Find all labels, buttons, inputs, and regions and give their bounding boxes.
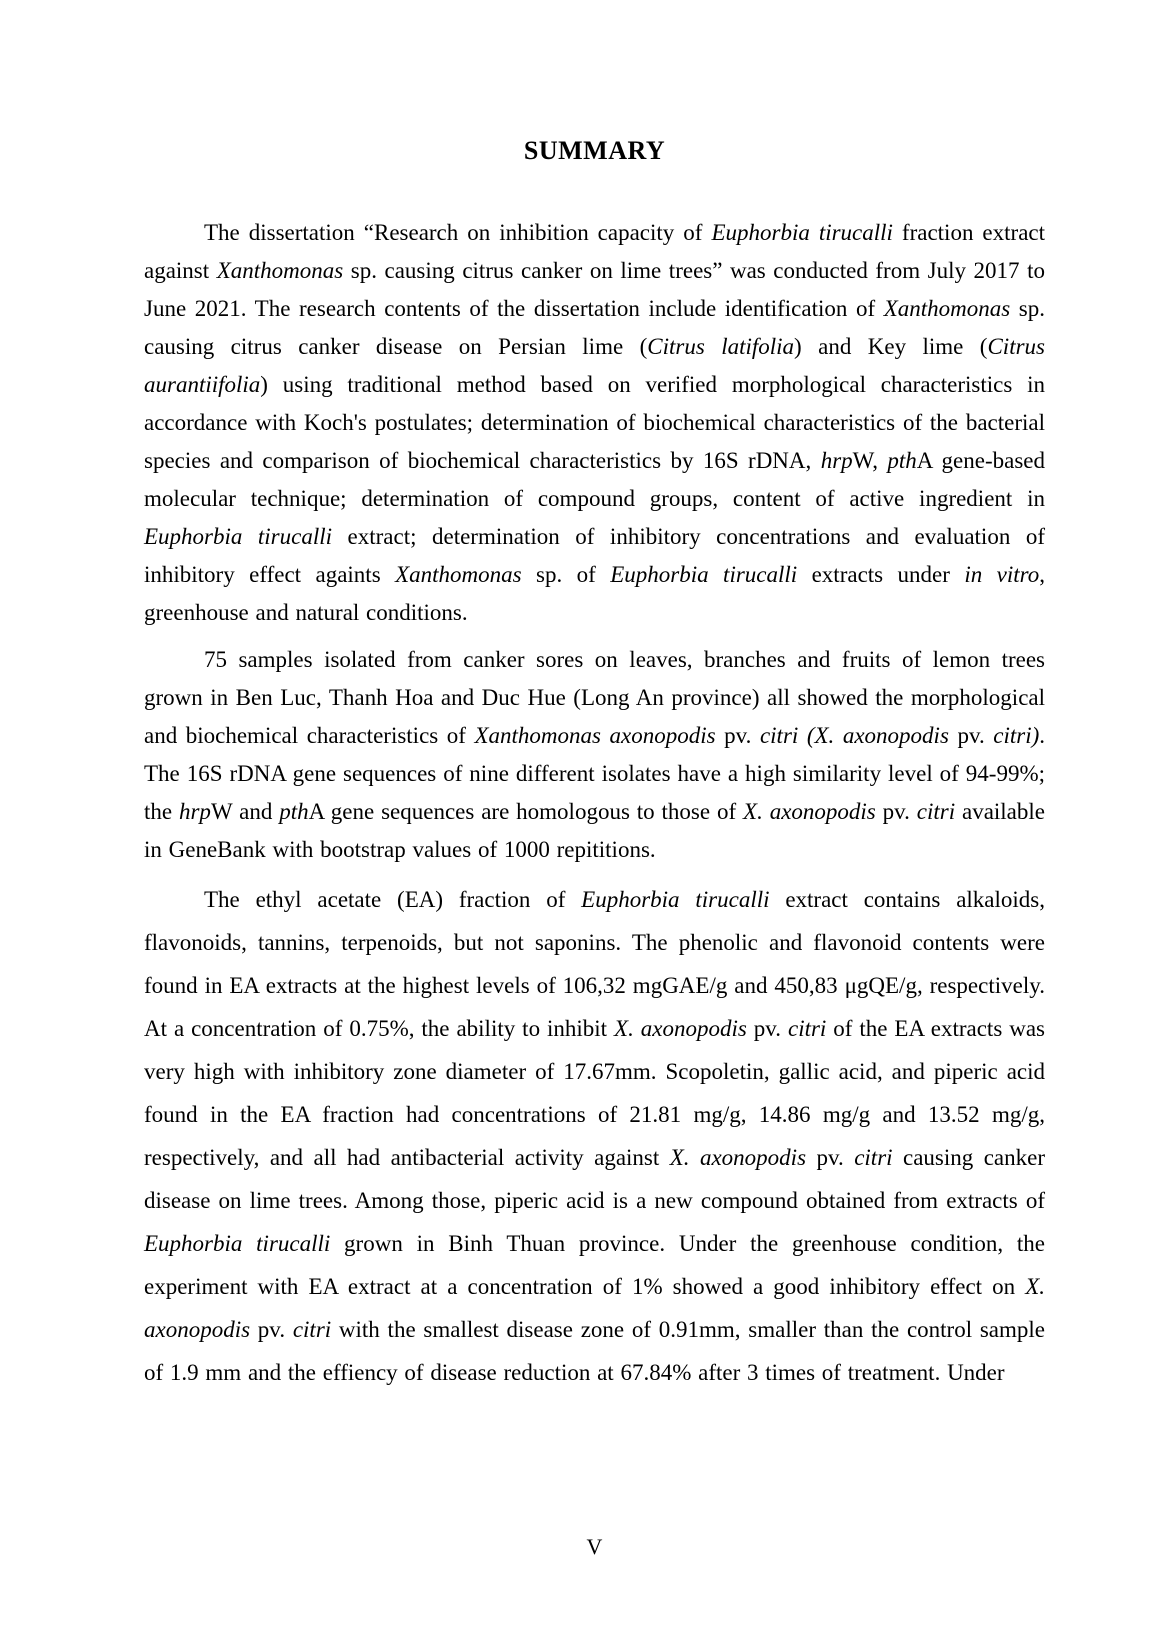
text-run: ) using traditional method based on verified morphological characteristics in accordance with Koch's postulates; determination of biochemical characteristics of the bacterial species and comparison of biochemical characteristics by 16S rDNA,: [144, 372, 1045, 473]
text-run: sp. causing citrus canker disease on Persian lime (: [144, 296, 1046, 359]
text-run: pv.: [806, 1145, 855, 1170]
paragraph: [144, 641, 1045, 869]
text-run: W and: [210, 799, 280, 824]
text-run: causing canker disease on lime trees. Among those, piperic acid is a new compound obtained from extracts of: [144, 1145, 1045, 1213]
italic-text-run: citri): [993, 723, 1040, 748]
text-run: sp. of: [521, 562, 611, 587]
text-run: A gene sequences are homologous to those of: [308, 799, 744, 824]
document-body: [144, 214, 1045, 1394]
italic-text-run: citri: [854, 1145, 893, 1170]
italic-text-run: Euphorbia tirucalli: [581, 887, 770, 912]
text-run: The ethyl acetate (EA) fraction of: [204, 887, 582, 912]
italic-text-run: Euphorbia tirucalli: [610, 562, 798, 587]
italic-text-run: citri: [787, 1016, 827, 1041]
italic-text-run: X. axonopodis: [743, 799, 876, 824]
text-run: A gene-based molecular technique; determination of compound groups, content of active ingredient in: [144, 448, 1045, 511]
italic-text-run: hrp: [820, 448, 853, 473]
text-run: of the EA extracts was very high with inhibitory zone diameter of 17.67mm. Scopoletin, gallic acid, and piperic acid found in the EA fraction had concentrations of 21.81 mg/g, 14.86 mg/g and 13.52 mg/g, respectively, and all had antibacterial activity against: [144, 1016, 1045, 1170]
italic-text-run: citri: [292, 1317, 332, 1342]
page-title: SUMMARY: [523, 136, 666, 165]
italic-text-run: X. axonopodis: [669, 1145, 807, 1170]
italic-text-run: X. axonopodis: [144, 1274, 1045, 1342]
italic-text-run: (X. axonopodis: [806, 723, 949, 748]
text-run: extracts under: [797, 562, 965, 587]
italic-text-run: pth: [279, 799, 309, 824]
text-run: pv.: [875, 799, 917, 824]
italic-text-run: hrp: [178, 799, 211, 824]
text-run: The dissertation “Research on inhibition capacity of: [204, 220, 712, 245]
italic-text-run: Euphorbia tirucalli: [144, 1231, 331, 1256]
italic-text-run: X. axonopodis: [614, 1016, 747, 1041]
paragraph: [144, 214, 1045, 632]
text-run: sp. causing citrus canker on lime trees” was conducted from July 2017 to June 2021. The research contents of the dissertation include identification of: [144, 258, 1045, 321]
italic-text-run: Citrus aurantiifolia: [144, 334, 1045, 397]
text-run: fraction extract against: [144, 220, 1045, 283]
text-run: extract contains alkaloids, flavonoids, tannins, terpenoids, but not saponins. The phenolic and flavonoid contents were found in EA extracts at the highest levels of 106,32 mgGAE/g and 450,83 μgQE/g, respectively. At a concentration of 0.75%, the ability to inhibit: [144, 887, 1045, 1041]
text-run: available in GeneBank with bootstrap values of 1000 repititions.: [144, 799, 1045, 862]
text-run: . The 16S rDNA gene sequences of nine different isolates have a high similarity level of 94-99%; the: [144, 723, 1046, 824]
text-run: grown in Binh Thuan province. Under the greenhouse condition, the experiment with EA extract at a concentration of 1% showed a good inhibitory effect on: [144, 1231, 1045, 1299]
italic-text-run: citri: [759, 723, 799, 748]
text-run: W,: [852, 448, 888, 473]
italic-text-run: Euphorbia tirucalli: [144, 524, 333, 549]
italic-text-run: Xanthomonas: [395, 562, 522, 587]
text-run: 75 samples isolated from canker sores on leaves, branches and fruits of lemon trees grown in Ben Luc, Thanh Hoa and Duc Hue (Long An province) all showed the morphological and biochemical characteristics of: [144, 647, 1045, 748]
italic-text-run: pth: [887, 448, 917, 473]
italic-text-run: Euphorbia tirucalli: [711, 220, 893, 245]
text-run: with the smallest disease zone of 0.91mm, smaller than the control sample of 1.9 mm and the effiency of disease reduction at 67.84% after 3 times of treatment. Under: [144, 1317, 1045, 1385]
text-run: , greenhouse and natural conditions.: [144, 562, 1045, 625]
italic-text-run: in vitro: [964, 562, 1040, 587]
page-number: V: [586, 1534, 603, 1559]
italic-text-run: Xanthomonas: [883, 296, 1011, 321]
italic-text-run: Citrus latifolia: [647, 334, 795, 359]
italic-text-run: citri: [916, 799, 956, 824]
text-run: extract; determination of inhibitory concentrations and evaluation of inhibitory effect againts: [144, 524, 1045, 587]
text-run: pv.: [715, 723, 760, 748]
text-run: ) and Key lime (: [794, 334, 988, 359]
paragraph: [144, 878, 1045, 1394]
italic-text-run: Xanthomonas axonopodis: [474, 723, 716, 748]
text-run: pv.: [250, 1317, 293, 1342]
text-run: [798, 723, 807, 748]
italic-text-run: Xanthomonas: [216, 258, 344, 283]
text-run: pv.: [948, 723, 994, 748]
text-run: pv.: [746, 1016, 788, 1041]
